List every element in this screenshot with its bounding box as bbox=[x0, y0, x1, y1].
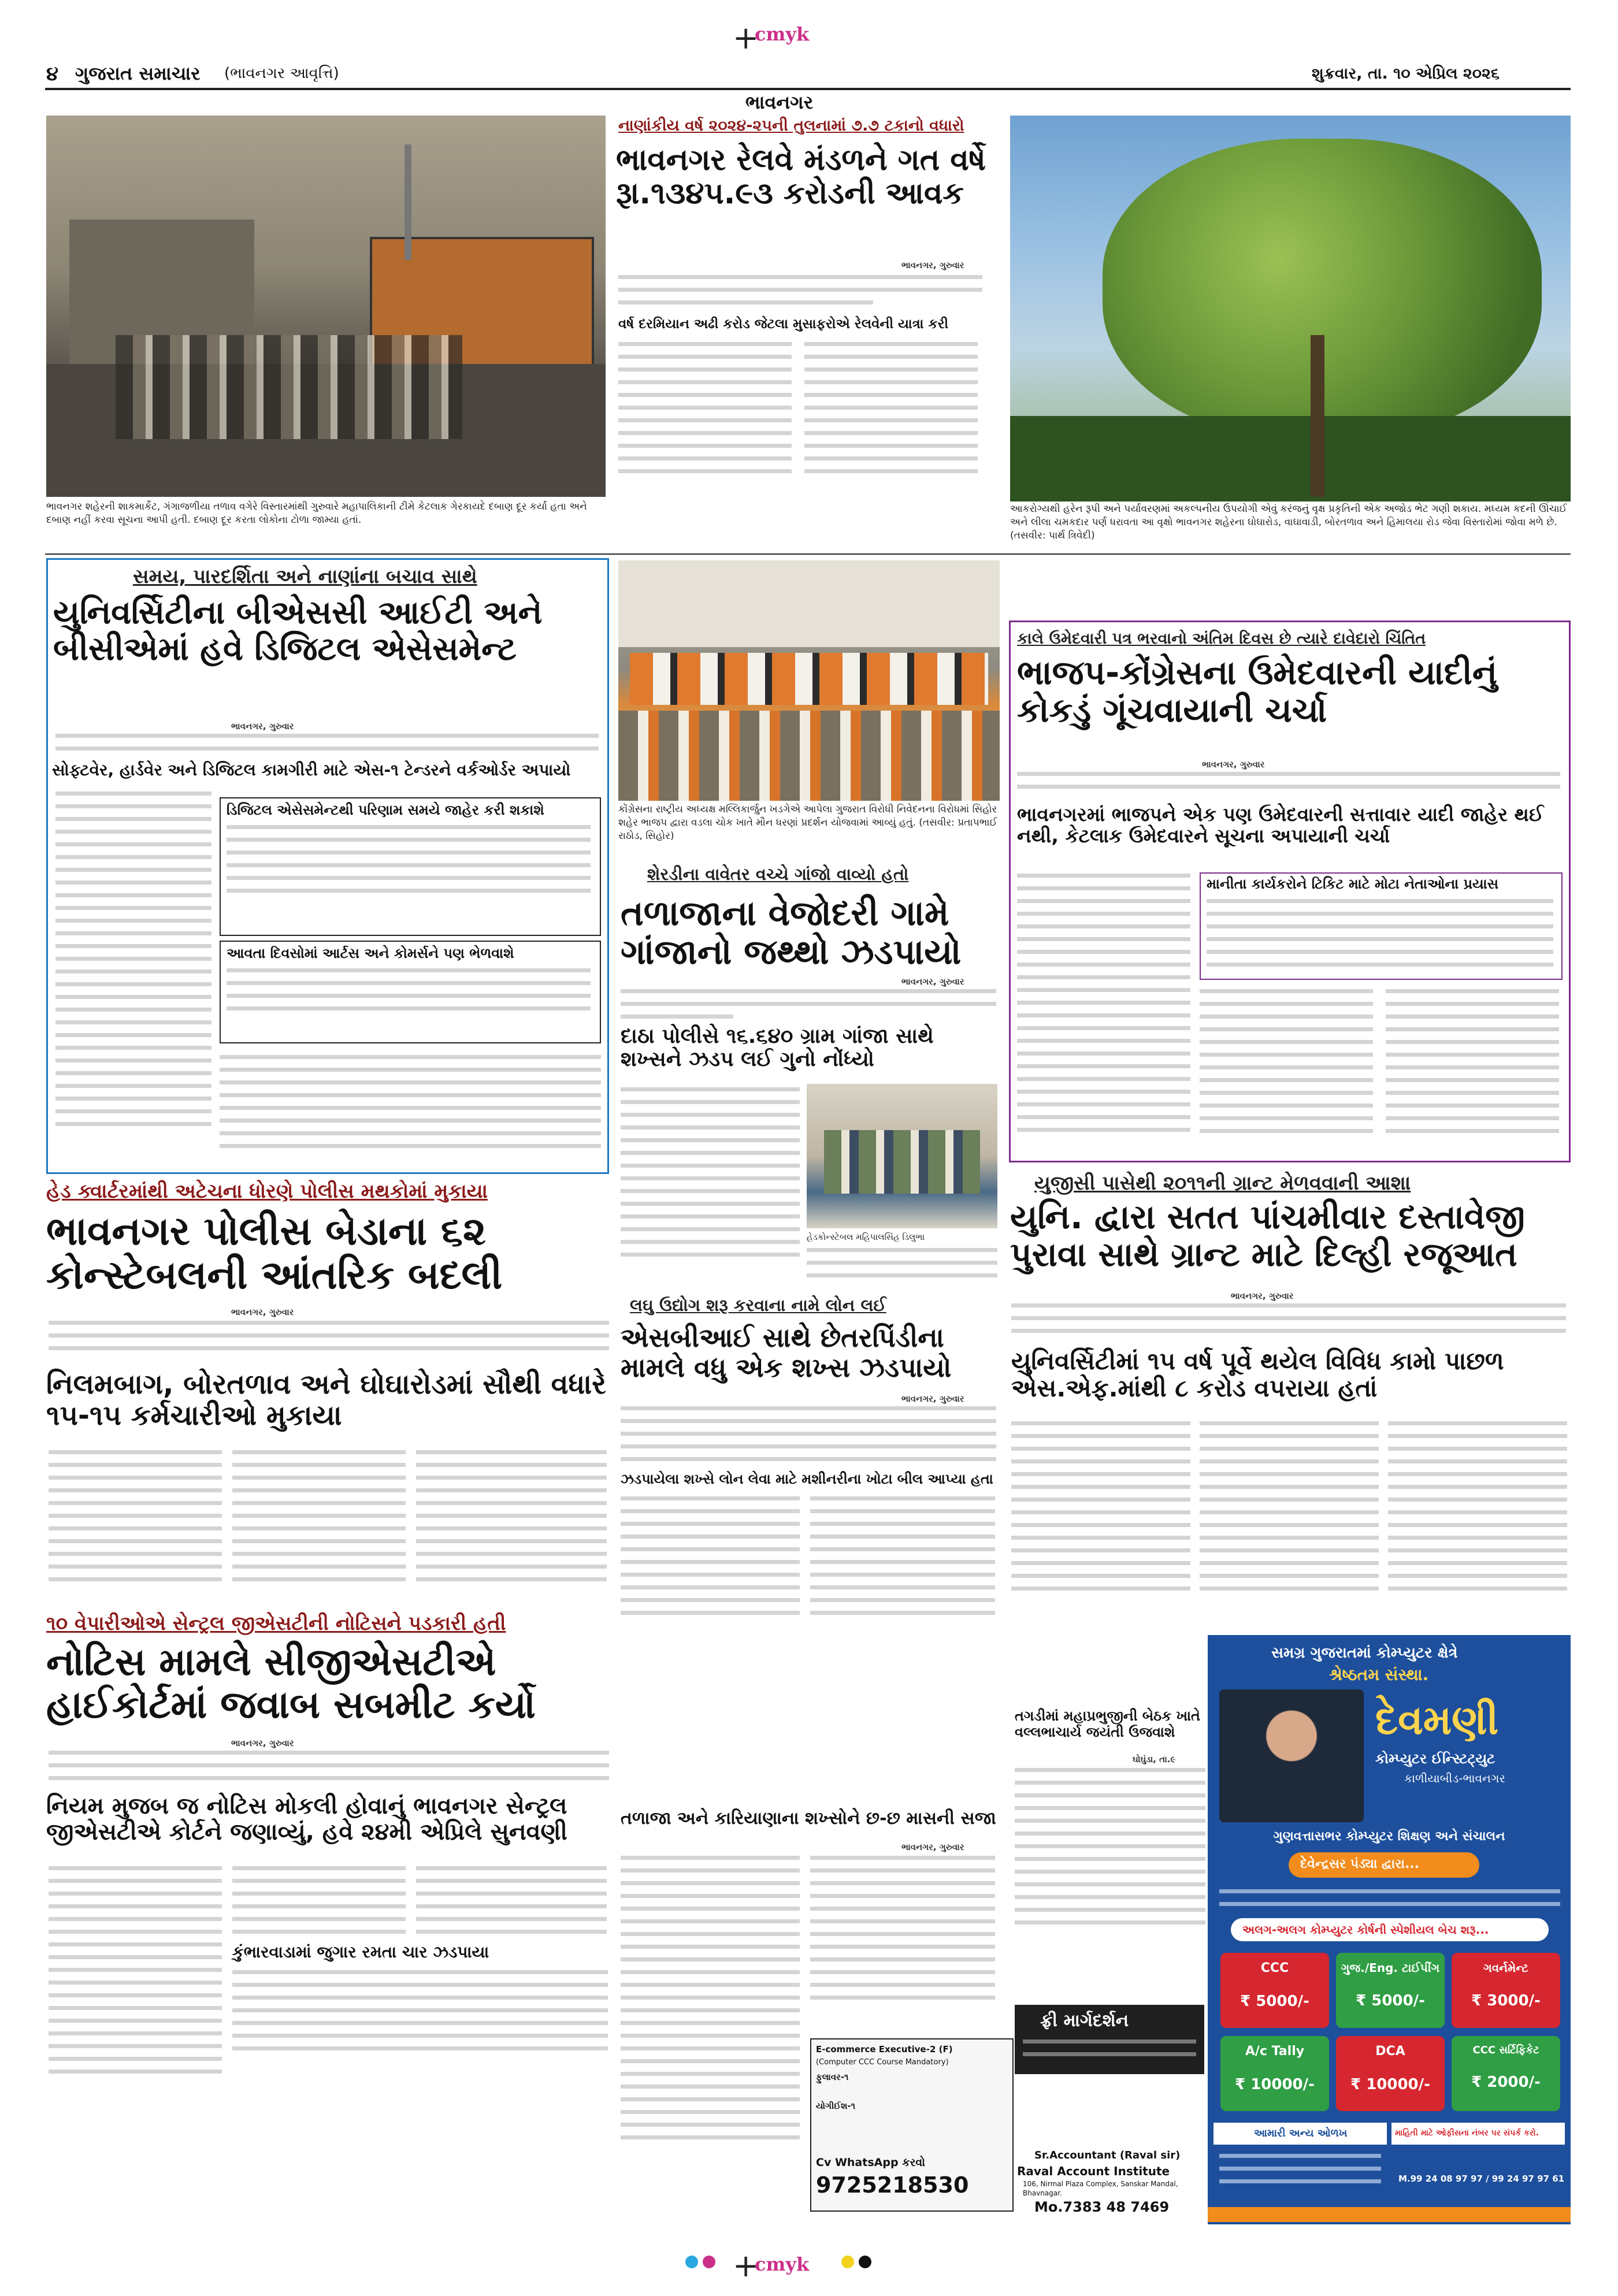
devmani-fees-heading: અલગ-અલગ કોમ્પ્યુટર કોર્ષની સ્પેશીયલ બેચ શરૂ... bbox=[1242, 1923, 1489, 1937]
devmani-course-tally[interactable] bbox=[1220, 2036, 1329, 2111]
bjp-headline: ભાજપ-કોંગ્રેસના ઉમેદવારની યાદીનું કોકડું ગૂંચવાયાની ચર્ચા bbox=[1017, 653, 1498, 730]
devmani-director-photo bbox=[1219, 1689, 1364, 1822]
bjp-col1-text bbox=[1017, 874, 1190, 1140]
raval-address: 106, Nirmal Plaza Complex, Sanskar Mandal, Bhavnagar. bbox=[1023, 2180, 1178, 2197]
devmani-brand: દેવમણી bbox=[1375, 1696, 1499, 1744]
ganja-dateline: ભાવનગર, ગુરુવાર bbox=[901, 976, 964, 987]
paper-name: ગુજરાત સમાચાર bbox=[75, 62, 201, 84]
talaja-dateline: ભાવનગર, ગુરુવાર bbox=[901, 1842, 964, 1852]
bjp-kicker: કાલે ઉમેદવારી પત્ર ભરવાનો અંતિમ દિવસ છે ત્યારે દાવેદારો ચિંતિત bbox=[1017, 630, 1426, 648]
ganja-intro-text bbox=[621, 989, 996, 1027]
mahaprabhuji-text bbox=[1015, 1768, 1205, 1933]
devmani-course-name: CCC bbox=[1260, 1961, 1289, 1975]
devmani-course-name: A/c Tally bbox=[1245, 2044, 1305, 2059]
registration-dot-magenta bbox=[703, 2256, 715, 2268]
devmani-course-government[interactable] bbox=[1452, 1953, 1560, 2028]
gst-kicker: ૧૦ વેપારીઓએ સેન્ટ્રલ જીએસટીની નોટિસને પડકારી હતી bbox=[46, 1612, 506, 1635]
police-col1-text bbox=[49, 1450, 222, 1590]
protest-photo-caption: કોંગ્રેસના રાષ્ટ્રીય અધ્યક્ષ મલ્લિકાર્જુન ખડગેએ આપેલા ગુજરાત વિરોધી નિવેદનના વિરોધમાં સિહોર શહેર ભાજપ દ્વારા વડલા ચોક ખાતે મૌન ધરણાં પ્રદર્શન યોજવામાં આવ્યું હતું. (તસવીર: પ્રતાપભાઈ રાઠોડ, સિહોર) bbox=[618, 804, 997, 842]
devmani-course-fee: ₹ 10000/- bbox=[1350, 2076, 1430, 2093]
police-col3-text bbox=[416, 1450, 607, 1590]
railway-col1-text bbox=[618, 342, 792, 482]
university-inset-1: ડિજિટલ એસેસમેન્ટથી પરિણામ સમયે જાહેર કરી શકાશે bbox=[227, 802, 544, 818]
mahaprabhuji-dateline: ઘોઘુંડા, તા.૯ bbox=[1133, 1754, 1176, 1764]
raval-course-3: ફુલાવર-૧ bbox=[816, 2072, 849, 2082]
ganja-photo-caption: હેડકોન્સ્ટેબલ મહિપાલસિંહ ડિલુભા bbox=[807, 1232, 925, 1242]
police-intro-text bbox=[49, 1321, 609, 1359]
devmani-phones[interactable]: M.99 24 08 97 97 / 99 24 97 97 61 bbox=[1398, 2174, 1565, 2184]
raval-owner: Sr.Accountant (Raval sir) bbox=[1034, 2149, 1181, 2161]
ganja-kicker: શેરડીના વાવેતર વચ્ચે ગાંજો વાવ્યો હતો bbox=[647, 864, 909, 884]
devmani-course-fee: ₹ 2000/- bbox=[1471, 2074, 1541, 2091]
ganja-headline: તળાજાના વેજોદરી ગામે ગાંજાનો જથ્થો ઝડપાયો bbox=[621, 893, 962, 973]
cmyk-mark-top: cmyk bbox=[755, 23, 810, 45]
university-col2-text bbox=[220, 1055, 601, 1157]
devmani-tagline-2: શ્રેષ્ઠતમ સંસ્થા. bbox=[1329, 1665, 1429, 1684]
bjp-subhead: ભાવનગરમાં ભાજપને એક પણ ઉમેદવારની સત્તાવાર યાદી જાહેર થઈ નથી, કેટલાક ઉમેદવારને સૂચના અપાયાની ચર્ચા bbox=[1017, 803, 1544, 847]
edition-label: (ભાવનગર આવૃત્તિ) bbox=[224, 65, 339, 82]
market-photo-caption: ભાવનગર શહેરની શાકમાર્કેટ, ગંગાજળીયા તળાવ વગેરે વિસ્તારમાંથી ગુરુવારે મહાપાલિકાની ટીમે કેટલાક ગેરકાયદે દબાણ દૂર કર્યા હતા અને દબાણ નહીં કરવા સૂચના આપી હતી. દબાણ દૂર કરતા લોકોના ટોળા જામ્યા હતાં. bbox=[46, 501, 587, 526]
university-dateline: ભાવનગર, ગુરુવાર bbox=[231, 721, 294, 731]
devmani-brand-place: કાળીયાબીડ-ભાવનગર bbox=[1404, 1771, 1505, 1785]
header-rule bbox=[45, 88, 1571, 90]
section-title: ભાવનગર bbox=[745, 91, 814, 113]
sbi-col2-text bbox=[810, 1496, 995, 1623]
raval-phone[interactable]: 9725218530 bbox=[816, 2172, 969, 2198]
police-col2-text bbox=[232, 1450, 406, 1590]
talaja-col2-text bbox=[810, 1856, 995, 2008]
registration-dot-black bbox=[859, 2256, 871, 2268]
devmani-course-typing[interactable] bbox=[1336, 1953, 1445, 2028]
devmani-tagline-1: સમગ્ર ગુજરાતમાં કોમ્પ્યુટર ક્ષેત્રે bbox=[1271, 1644, 1458, 1662]
gambling-text bbox=[232, 1970, 608, 2059]
bjp-inset: માનીતા કાર્યકરોને ટિકિટ માટે મોટા નેતાઓના પ્રયાસ bbox=[1207, 876, 1499, 892]
page-number: ૪ bbox=[46, 62, 59, 86]
devmani-footer-left: આમારી અન્ય ઓળખ bbox=[1254, 2127, 1348, 2139]
crosshair-top-icon: + bbox=[733, 20, 759, 56]
railway-dateline: ભાવનગર, ગુરુવાર bbox=[901, 260, 964, 270]
university-headline: યુનિવર્સિટીના બીએસસી આઈટી અને બીસીએમાં હવે ડિજિટલ એસેસમેન્ટ bbox=[53, 594, 543, 668]
gst-dateline: ભાવનગર, ગુરુવાર bbox=[231, 1738, 294, 1748]
police-dateline: ભાવનગર, ગુરુવાર bbox=[231, 1307, 294, 1317]
gambling-headline: કુંભારવાડામાં જુગાર રમતા ચાર ઝડપાયા bbox=[232, 1942, 489, 1961]
sbi-col1-text bbox=[621, 1496, 800, 1623]
university-col1-text bbox=[55, 792, 211, 1135]
ugc-col3-text bbox=[1388, 1421, 1567, 1599]
university-inset-2: આવતા દિવસોમાં આર્ટસ અને કોમર્સને પણ ભેળવાશે bbox=[227, 945, 514, 961]
university-inset-2-text bbox=[227, 968, 591, 1019]
raval-course-2: (Computer CCC Course Mandatory) bbox=[816, 2058, 949, 2067]
devmani-course-fee: ₹ 3000/- bbox=[1471, 1992, 1541, 2009]
devmani-quality: ગુણવત્તાસભર કોમ્પ્યુટર શિક્ષણ અને સંચાલન bbox=[1273, 1829, 1505, 1844]
sbi-kicker: લઘુ ઉદ્યોગ શરૂ કરવાના નામે લોન લઈ bbox=[630, 1295, 886, 1315]
railway-headline: ભાવનગર રેલવે મંડળને ગત વર્ષે રૂા.૧૩૪૫.૯૩ કરોડની આવક bbox=[616, 143, 986, 211]
gst-headline: નોટિસ મામલે સીજીએસટીએ હાઈકોર્ટમાં જવાબ સબમીટ કર્યો bbox=[46, 1640, 536, 1727]
devmani-timing-strip bbox=[1208, 2207, 1571, 2222]
registration-dot-yellow bbox=[841, 2256, 854, 2268]
gst-col2-text bbox=[232, 1866, 406, 1942]
market-crowd-photo bbox=[46, 116, 606, 497]
crosshair-bottom-icon: + bbox=[733, 2247, 759, 2284]
ugc-col2-text bbox=[1200, 1421, 1379, 1599]
ganja-col1-text bbox=[621, 1087, 800, 1265]
devmani-course-name: CCC સર્ટિફિકેટ bbox=[1472, 2044, 1539, 2056]
devmani-course-fee: ₹ 10000/- bbox=[1235, 2076, 1315, 2093]
sbi-dateline: ભાવનગર, ગુરુવાર bbox=[901, 1394, 964, 1404]
mahaprabhuji-headline: તગડીમાં મહાપ્રભુજીની બેઠક ખાતે વલ્લભાચાર્ય જયંતી ઉજવાશે bbox=[1015, 1708, 1200, 1740]
ganja-police-photo bbox=[807, 1084, 997, 1228]
sbi-subhead: ઝડપાયેલા શખ્સે લોન લેવા માટે મશીનરીના ખોટા બીલ આપ્યા હતા bbox=[621, 1471, 993, 1487]
police-subhead: નિલમબાગ, બોરતળાવ અને ઘોઘારોડમાં સૌથી વધારે ૧૫-૧૫ કર્મચારીઓ મુકાયા bbox=[46, 1368, 606, 1432]
ugc-intro-text bbox=[1011, 1303, 1566, 1342]
sbi-intro-text bbox=[621, 1406, 996, 1470]
registration-dot-cyan bbox=[685, 2256, 698, 2268]
bjp-intro-text bbox=[1017, 772, 1560, 797]
railway-col2-text bbox=[804, 342, 978, 482]
divider-1 bbox=[45, 553, 1571, 555]
university-inset-1-text bbox=[227, 825, 591, 901]
devmani-course-name: DCA bbox=[1375, 2044, 1405, 2059]
devmani-promo-text bbox=[1219, 1889, 1560, 1915]
gst-intro-text bbox=[49, 1751, 609, 1789]
bjp-inset-text bbox=[1207, 899, 1553, 975]
ugc-headline: યુનિ. દ્વારા સતત પાંચમીવાર દસ્તાવેજી પુરાવા સાથે ગ્રાન્ટ માટે દિલ્હી રજૂઆત bbox=[1010, 1197, 1525, 1274]
railway-subhead: વર્ષ દરમિયાન અઢી કરોડ જેટલા મુસાફરોએ રેલવેની યાત્રા કરી bbox=[618, 317, 949, 332]
devmani-course-fee: ₹ 5000/- bbox=[1240, 1993, 1309, 2010]
devmani-director: દેવેન્દ્રસર પંડ્યા દ્વારા... bbox=[1300, 1857, 1420, 1871]
railway-intro-text bbox=[618, 275, 982, 313]
sbi-headline: એસબીઆઈ સાથે છેતરપિંડીના મામલે વધુ એક શખ્સ ઝડપાયો bbox=[621, 1322, 952, 1383]
bjp-col2-text bbox=[1200, 989, 1373, 1142]
cmyk-mark-bottom: cmyk bbox=[755, 2253, 810, 2275]
university-intro-text bbox=[55, 734, 599, 759]
devmani-address-left bbox=[1219, 2154, 1381, 2192]
gst-col3-text bbox=[416, 1866, 607, 1942]
tree-photo bbox=[1010, 116, 1571, 501]
devmani-course-ccc-certificate[interactable] bbox=[1452, 2036, 1560, 2111]
devmani-brand-sub: કોમ્પ્યુટર ઈન્સ્ટિટ્યુટ bbox=[1375, 1751, 1495, 1767]
police-kicker: હેડ ક્વાર્ટરમાંથી અટેચના ધોરણે પોલીસ મથકોમાં મુકાયા bbox=[46, 1180, 488, 1203]
talaja-col1-text bbox=[621, 1856, 800, 2148]
ugc-dateline: ભાવનગર, ગુરુવાર bbox=[1231, 1291, 1294, 1301]
police-headline: ભાવનગર પોલીસ બેડાના ૬૨ કોન્સ્ટેબલની આંતરિક બદલી bbox=[46, 1209, 503, 1299]
raval-course-4: યોગીઈશ-૧ bbox=[816, 2101, 855, 2111]
raval-mobile[interactable]: Mo.7383 48 7469 bbox=[1034, 2199, 1170, 2215]
bjp-col3-text bbox=[1386, 989, 1559, 1142]
devmani-footer-right: માહિતી માટે ઓફીસના નંબર પર સંપર્ક કરો. bbox=[1395, 2128, 1539, 2138]
ugc-kicker: યુજીસી પાસેથી ૨૦૧૧ની ગ્રાન્ટ મેળવવાની આશા bbox=[1034, 1172, 1411, 1195]
gst-subhead: નિયમ મુજબ જ નોટિસ મોકલી હોવાનું ભાવનગર સેન્ટ્રલ જીએસટીએ કોર્ટને જણાવ્યું, હવે ૨૪મી એપ્રિલે સુનવણી bbox=[46, 1793, 567, 1845]
devmani-course-name: ગવર્નમેન્ટ bbox=[1483, 1961, 1528, 1975]
raval-institute: Raval Account Institute bbox=[1017, 2164, 1170, 2178]
raval-offer-text bbox=[1023, 2039, 1196, 2065]
raval-title: ફ્રી માર્ગદર્શન bbox=[1040, 2011, 1129, 2031]
university-kicker: સમય, પારદર્શિતા અને નાણાંના બચાવ સાથે bbox=[133, 565, 477, 588]
raval-contact-label: Cv WhatsApp કરવો bbox=[816, 2156, 925, 2169]
talaja-headline: તળાજા અને કારિયાણાના શખ્સોને છ-છ માસની સજા bbox=[621, 1808, 996, 1829]
devmani-course-name: ગુજ./Eng. ટાઈપીંગ bbox=[1341, 1961, 1440, 1975]
raval-course-1: E-commerce Executive-2 (F) bbox=[816, 2044, 953, 2054]
bjp-dateline: ભાવનગર, ગુરુવાર bbox=[1202, 759, 1265, 770]
ganja-subhead: દાઠા પોલીસે ૧૬.૬૪૦ ગ્રામ ગાંજા સાથે શખ્સને ઝડપ લઈ ગુનો નોંધ્યો bbox=[621, 1024, 934, 1072]
devmani-course-fee: ₹ 5000/- bbox=[1356, 1992, 1425, 2009]
protest-photo bbox=[618, 560, 1000, 801]
university-subhead: સોફ્ટવેર, હાર્ડવેર અને ડિજિટલ કામગીરી માટે એસ-૧ ટેન્ડરને વર્કઓર્ડર અપાયો bbox=[52, 760, 571, 779]
devmani-course-ccc[interactable] bbox=[1220, 1953, 1329, 2028]
gst-col1-text bbox=[49, 1866, 222, 2082]
tree-photo-caption: આકરોગ્યથી હરેન રૂપી અને પર્યાવરણમાં અકલ્પનીય ઉપયોગી એવું કરંજનું વૃક્ષ પ્રકૃતિની એક અજોડ ભેટ ગણી શકાય. મધ્યમ કદની ઊંચાઈ અને લીલા ચમકદાર પર્ણ ધરાવતા આ વૃક્ષો ભાવનગર શહેરના ઘોઘારોડ, વાઘાવાડી, બોરતળાવ અને હિમાલયા રોડ જેવા વિસ્તારોમાં જોવા મળે છે. (તસવીર: પાર્થ ત્રિવેદી) bbox=[1010, 503, 1567, 541]
ugc-col1-text bbox=[1011, 1421, 1190, 1599]
ugc-subhead: યુનિવર્સિટીમાં ૧૫ વર્ષ પૂર્વે થયેલ વિવિધ કામો પાછળ એસ.એફ.માંથી ૮ કરોડ વપરાયા હતાં bbox=[1011, 1347, 1504, 1403]
header-date: શુક્રવાર, તા. ૧૦ એપ્રિલ ૨૦૨૬ bbox=[1312, 65, 1500, 83]
railway-kicker: નાણાંકીય વર્ષ ૨૦૨૪-૨૫ની તુલનામાં ૭.૭ ટકાનો વધારો bbox=[618, 117, 964, 135]
devmani-course-dca[interactable] bbox=[1336, 2036, 1445, 2111]
ganja-col2-text bbox=[807, 1248, 997, 1286]
